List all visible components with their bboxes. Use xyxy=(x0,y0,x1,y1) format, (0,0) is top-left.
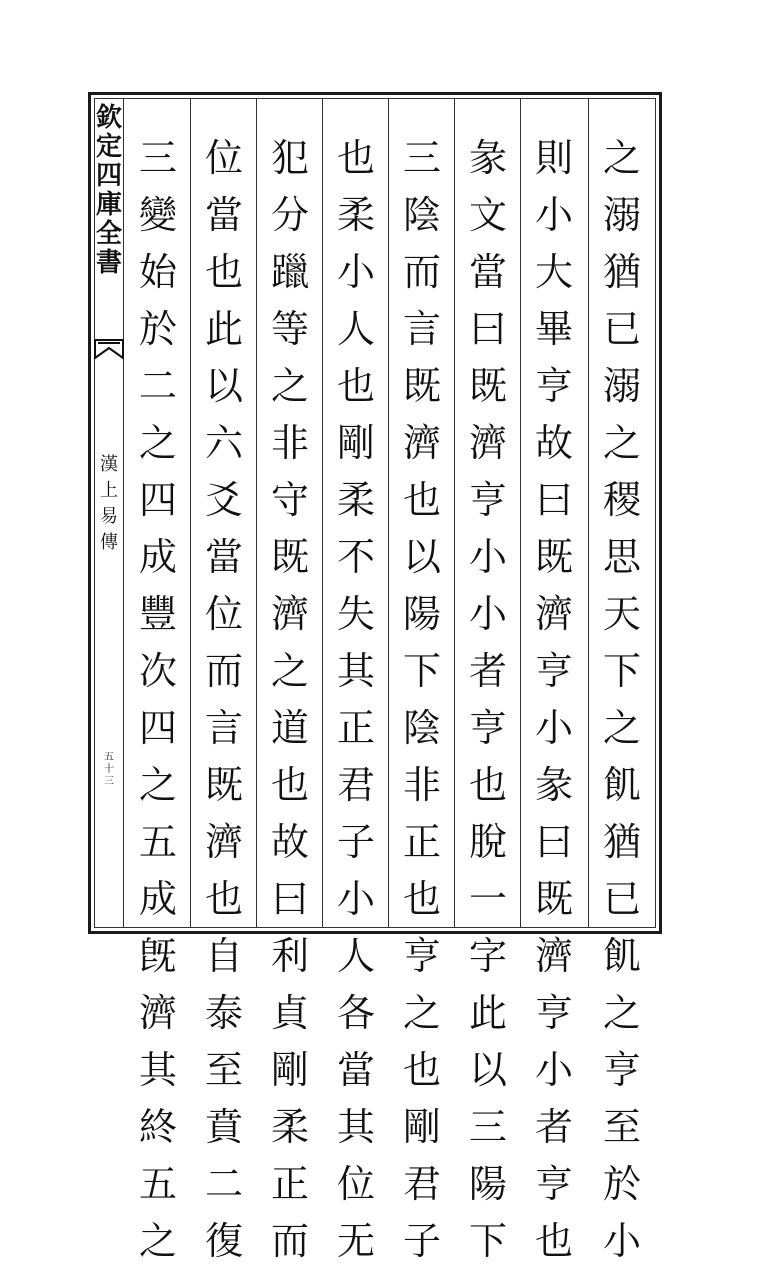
character: 既 xyxy=(204,763,243,807)
character: 其 xyxy=(336,649,375,693)
character: 也 xyxy=(270,763,309,807)
character: 者 xyxy=(468,649,507,693)
character: 亨 xyxy=(602,1048,641,1092)
column-rule xyxy=(190,98,191,928)
character: 亨 xyxy=(534,1162,573,1206)
character: 於 xyxy=(602,1162,641,1206)
character: 者 xyxy=(534,1105,573,1149)
character: 以 xyxy=(402,535,441,579)
character: 始 xyxy=(138,250,177,294)
character: 當 xyxy=(204,535,243,579)
character: 正 xyxy=(270,1162,309,1206)
character: 之 xyxy=(602,421,641,465)
character: 非 xyxy=(270,421,309,465)
character: 三 xyxy=(402,136,441,180)
column-rule xyxy=(588,98,589,928)
text-column xyxy=(590,130,654,1263)
character: 至 xyxy=(602,1105,641,1149)
character: 曰 xyxy=(270,877,309,921)
character: 小 xyxy=(336,877,375,921)
character: 十 xyxy=(104,764,114,775)
character: 六 xyxy=(204,421,243,465)
character: 此 xyxy=(468,991,507,1035)
character: 漢 xyxy=(100,454,118,475)
character: 溺 xyxy=(602,364,641,408)
character: 犯 xyxy=(270,136,309,180)
character: 五 xyxy=(104,752,114,763)
character: 三 xyxy=(138,136,177,180)
character: 子 xyxy=(336,820,375,864)
character: 於 xyxy=(138,307,177,351)
series-title xyxy=(92,104,126,278)
character: 故 xyxy=(534,421,573,465)
character: 之 xyxy=(602,706,641,750)
character: 四 xyxy=(138,706,177,750)
column-rule xyxy=(256,98,257,928)
page-number xyxy=(98,752,120,788)
character: 次 xyxy=(138,649,177,693)
character: 脫 xyxy=(468,820,507,864)
character: 天 xyxy=(602,592,641,636)
character: 君 xyxy=(336,763,375,807)
character: 也 xyxy=(468,763,507,807)
character: 欽 xyxy=(95,103,122,133)
character: 也 xyxy=(402,1048,441,1092)
character: 庫 xyxy=(95,190,122,220)
character: 四 xyxy=(138,478,177,522)
character: 濟 xyxy=(204,820,243,864)
character: 之 xyxy=(602,991,641,1035)
text-column xyxy=(192,130,256,1263)
character: 柔 xyxy=(336,478,375,522)
character: 三 xyxy=(468,1105,507,1149)
character: 小 xyxy=(602,1219,641,1263)
character: 二 xyxy=(138,364,177,408)
character: 陽 xyxy=(468,1162,507,1206)
character: 曰 xyxy=(534,820,573,864)
book-title xyxy=(96,452,122,556)
character: 小 xyxy=(468,535,507,579)
character: 而 xyxy=(402,250,441,294)
character: 以 xyxy=(204,364,243,408)
character: 躐 xyxy=(270,250,309,294)
character: 五 xyxy=(138,1162,177,1206)
character: 之 xyxy=(270,649,309,693)
character: 上 xyxy=(100,480,118,501)
character: 非 xyxy=(402,763,441,807)
character: 小 xyxy=(336,250,375,294)
character: 陰 xyxy=(402,193,441,237)
character: 成 xyxy=(138,535,177,579)
character: 旣 xyxy=(138,934,177,978)
text-column xyxy=(324,130,388,1263)
character: 也 xyxy=(336,364,375,408)
character: 柔 xyxy=(270,1105,309,1149)
character: 利 xyxy=(270,934,309,978)
character: 分 xyxy=(270,193,309,237)
character: 小 xyxy=(468,592,507,636)
character: 亨 xyxy=(402,934,441,978)
character: 當 xyxy=(336,1048,375,1092)
character: 亨 xyxy=(534,364,573,408)
character: 曰 xyxy=(534,478,573,522)
character: 復 xyxy=(204,1219,243,1263)
character: 亨 xyxy=(534,991,573,1035)
character: 變 xyxy=(138,193,177,237)
character: 濟 xyxy=(138,991,177,1035)
character: 小 xyxy=(534,706,573,750)
character: 當 xyxy=(204,193,243,237)
character: 子 xyxy=(402,1219,441,1263)
character: 人 xyxy=(336,307,375,351)
character: 剛 xyxy=(402,1105,441,1149)
character: 飢 xyxy=(602,763,641,807)
character: 之 xyxy=(402,991,441,1035)
text-column xyxy=(126,130,190,1263)
character: 既 xyxy=(534,535,573,579)
character: 既 xyxy=(468,364,507,408)
character: 已 xyxy=(602,307,641,351)
character: 柔 xyxy=(336,193,375,237)
character: 定 xyxy=(95,132,122,162)
character: 濟 xyxy=(468,421,507,465)
column-rule xyxy=(388,98,389,928)
character: 之 xyxy=(270,364,309,408)
character: 之 xyxy=(138,1219,177,1263)
fish-tail-mark-icon xyxy=(92,332,126,366)
character: 此 xyxy=(204,307,243,351)
character: 一 xyxy=(468,877,507,921)
character: 濟 xyxy=(270,592,309,636)
character: 既 xyxy=(534,877,573,921)
character: 易 xyxy=(100,506,118,527)
character: 當 xyxy=(468,250,507,294)
character: 也 xyxy=(204,250,243,294)
character: 正 xyxy=(336,706,375,750)
character: 彖 xyxy=(468,136,507,180)
character: 位 xyxy=(204,136,243,180)
character: 道 xyxy=(270,706,309,750)
character: 貞 xyxy=(270,991,309,1035)
character: 賁 xyxy=(204,1105,243,1149)
character: 下 xyxy=(602,649,641,693)
character: 全 xyxy=(95,219,122,249)
character: 畢 xyxy=(534,307,573,351)
character: 三 xyxy=(104,776,114,787)
character: 傳 xyxy=(100,532,118,553)
character: 小 xyxy=(534,193,573,237)
character: 下 xyxy=(402,649,441,693)
character: 也 xyxy=(204,877,243,921)
character: 爻 xyxy=(204,478,243,522)
character: 言 xyxy=(402,307,441,351)
character: 剛 xyxy=(270,1048,309,1092)
text-column xyxy=(258,130,322,1263)
character: 則 xyxy=(534,136,573,180)
character: 自 xyxy=(204,934,243,978)
character: 曰 xyxy=(468,307,507,351)
character: 失 xyxy=(336,592,375,636)
character: 其 xyxy=(336,1105,375,1149)
character: 至 xyxy=(204,1048,243,1092)
character: 稷 xyxy=(602,478,641,522)
character: 等 xyxy=(270,307,309,351)
character: 之 xyxy=(602,136,641,180)
column-rule xyxy=(454,98,455,928)
character: 濟 xyxy=(402,421,441,465)
character: 五 xyxy=(138,820,177,864)
character: 既 xyxy=(270,535,309,579)
character: 猶 xyxy=(602,820,641,864)
character: 飢 xyxy=(602,934,641,978)
character: 思 xyxy=(602,535,641,579)
character: 之 xyxy=(138,763,177,807)
character: 已 xyxy=(602,877,641,921)
character: 亨 xyxy=(468,706,507,750)
character: 成 xyxy=(138,877,177,921)
character: 其 xyxy=(138,1048,177,1092)
character: 言 xyxy=(204,706,243,750)
character: 守 xyxy=(270,478,309,522)
character: 也 xyxy=(402,877,441,921)
character: 濟 xyxy=(534,934,573,978)
character: 也 xyxy=(336,136,375,180)
character: 正 xyxy=(402,820,441,864)
character: 故 xyxy=(270,820,309,864)
character: 小 xyxy=(534,1048,573,1092)
character: 位 xyxy=(336,1162,375,1206)
character: 終 xyxy=(138,1105,177,1149)
character: 而 xyxy=(270,1219,309,1263)
character: 二 xyxy=(204,1162,243,1206)
character: 彖 xyxy=(534,763,573,807)
character: 既 xyxy=(402,364,441,408)
character: 泰 xyxy=(204,991,243,1035)
character: 文 xyxy=(468,193,507,237)
character: 亨 xyxy=(468,478,507,522)
character: 豐 xyxy=(138,592,177,636)
character: 而 xyxy=(204,649,243,693)
character: 也 xyxy=(402,478,441,522)
character: 无 xyxy=(336,1219,375,1263)
character: 不 xyxy=(336,535,375,579)
character: 大 xyxy=(534,250,573,294)
character: 君 xyxy=(402,1162,441,1206)
text-column xyxy=(522,130,586,1263)
character: 也 xyxy=(534,1219,573,1263)
character: 字 xyxy=(468,934,507,978)
character: 溺 xyxy=(602,193,641,237)
column-rule xyxy=(322,98,323,928)
character: 亨 xyxy=(534,649,573,693)
character: 人 xyxy=(336,934,375,978)
character: 各 xyxy=(336,991,375,1035)
character: 之 xyxy=(138,421,177,465)
character: 四 xyxy=(95,161,122,191)
character: 書 xyxy=(95,248,122,278)
column-rule xyxy=(520,98,521,928)
character: 陰 xyxy=(402,706,441,750)
text-column xyxy=(456,130,520,1263)
character: 位 xyxy=(204,592,243,636)
character: 濟 xyxy=(534,592,573,636)
text-column xyxy=(390,130,454,1263)
character: 下 xyxy=(468,1219,507,1263)
character: 猶 xyxy=(602,250,641,294)
character: 剛 xyxy=(336,421,375,465)
character: 陽 xyxy=(402,592,441,636)
character: 以 xyxy=(468,1048,507,1092)
